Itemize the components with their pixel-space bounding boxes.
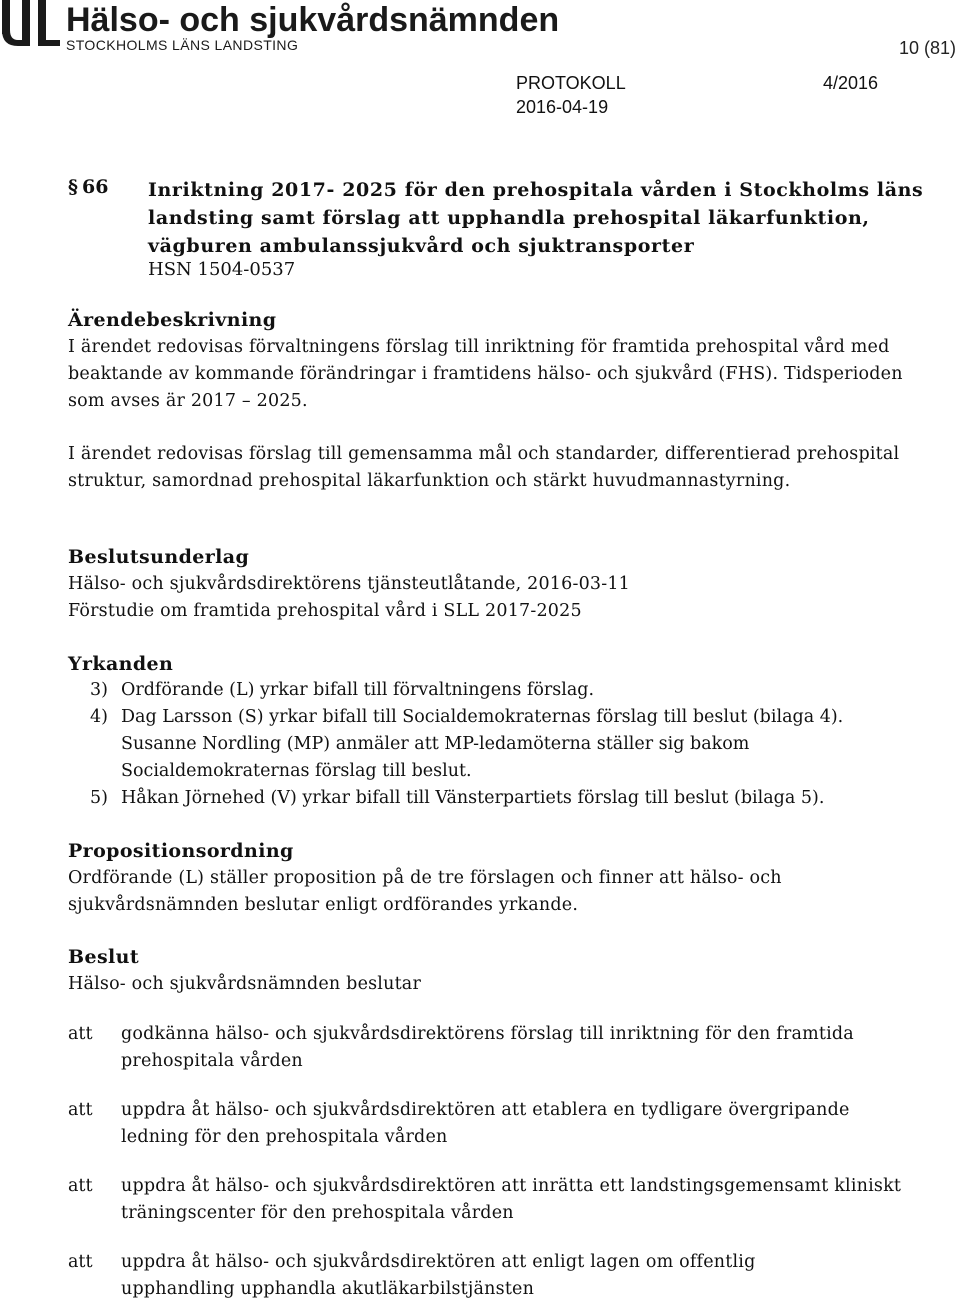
decision-text: uppdra åt hälso- och sjukvårdsdirektören att etablera en tydligare övergripande ledning för den prehospitala vården xyxy=(121,1100,850,1147)
organization-logo xyxy=(0,0,560,53)
list-item-number: 3) xyxy=(90,680,108,700)
propositionsordning-text: Ordförande (L) ställer proposition på de tre förslagen och finner att hälso- och sjukvårdsnämnden beslutar enligt ordförandes yrkande. xyxy=(68,868,782,915)
beslutsunderlag-line-2: Förstudie om framtida prehospital vård i SLL 2017-2025 xyxy=(68,601,582,621)
item-number: 66 xyxy=(82,176,109,198)
decision-text: godkänna hälso- och sjukvårdsdirektörens förslag till inriktning för den framtida prehospitala vården xyxy=(121,1024,854,1071)
case-number: HSN 1504-0537 xyxy=(148,259,296,280)
decision-prefix: att xyxy=(68,1176,93,1196)
yrkanden-section xyxy=(68,650,928,678)
list-item-text: Dag Larsson (S) yrkar bifall till Socialdemokraternas förslag till beslut (bilaga 4). Susanne Nordling (MP) anmäler att MP-ledamöterna ställer sig bakom Socialdemokraternas förslag till beslut. xyxy=(121,707,844,781)
document-date: 2016-04-19 xyxy=(516,97,609,117)
beslut-intro: Hälso- och sjukvårdsnämnden beslutar xyxy=(68,974,422,994)
beslut-section xyxy=(68,943,928,998)
item-title: Inriktning 2017- 2025 för den prehospitala vården i Stockholms läns landsting samt förslag att upphandla prehospital läkarfunktion, vägburen ambulanssjukvård och sjuktransporter xyxy=(148,179,924,257)
decision-prefix: att xyxy=(68,1024,93,1044)
list-item-text: Håkan Jörnehed (V) yrkar bifall till Vänsterpartiets förslag till beslut (bilaga 5). xyxy=(121,788,825,808)
propositionsordning-section xyxy=(68,837,928,919)
propositionsordning-heading: Propositionsordning xyxy=(68,840,294,862)
beslutsunderlag-section xyxy=(68,543,928,625)
section-mark: § xyxy=(68,176,78,198)
decision-prefix: att xyxy=(68,1252,93,1272)
organization-subtitle: STOCKHOLMS LÄNS LANDSTING xyxy=(66,37,299,53)
decision-text: uppdra åt hälso- och sjukvårdsdirektören att enligt lagen om offentlig upphandling upphandla akutläkarbilstjänsten xyxy=(121,1252,756,1299)
list-item xyxy=(90,785,930,812)
beslutsunderlag-heading: Beslutsunderlag xyxy=(68,546,250,568)
list-item-number: 4) xyxy=(90,707,108,727)
arendebeskrivning-section-2 xyxy=(68,441,928,495)
list-item xyxy=(90,704,901,785)
page-number: 10 (81) xyxy=(898,38,956,58)
arendebeskrivning-paragraph-1: I ärendet redovisas förvaltningens förslag till inriktning för framtida prehospital vård med beaktande av kommande förändringar i framtidens hälso- och sjukvård (FHS). Tidsperioden som avses är 2017 – 2025. xyxy=(68,337,903,411)
document-type: PROTOKOLL xyxy=(516,73,626,93)
yrkanden-list xyxy=(90,677,930,812)
beslutsunderlag-line-1: Hälso- och sjukvårdsdirektörens tjänsteutlåtande, 2016-03-11 xyxy=(68,574,631,594)
list-item-number: 5) xyxy=(90,788,108,808)
decision-prefix: att xyxy=(68,1100,93,1120)
organization-name: Hälso- och sjukvårdsnämnden xyxy=(66,1,560,39)
arendebeskrivning-heading: Ärendebeskrivning xyxy=(68,309,277,331)
list-item xyxy=(90,677,930,704)
arendebeskrivning-section xyxy=(68,306,928,415)
arendebeskrivning-paragraph-2: I ärendet redovisas förslag till gemensamma mål och standarder, differentierad prehospital struktur, samordnad prehospital läkarfunktion och stärkt huvudmannastyrning. xyxy=(68,444,900,491)
list-item-text: Ordförande (L) yrkar bifall till förvaltningens förslag. xyxy=(121,680,595,700)
decision-text: uppdra åt hälso- och sjukvårdsdirektören att inrätta ett landstingsgemensamt kliniskt träningscenter för den prehospitala vården xyxy=(121,1176,902,1223)
document-number: 4/2016 xyxy=(822,73,878,93)
beslut-heading: Beslut xyxy=(68,946,140,968)
sll-logo-icon xyxy=(0,0,62,52)
yrkanden-heading: Yrkanden xyxy=(68,653,174,675)
